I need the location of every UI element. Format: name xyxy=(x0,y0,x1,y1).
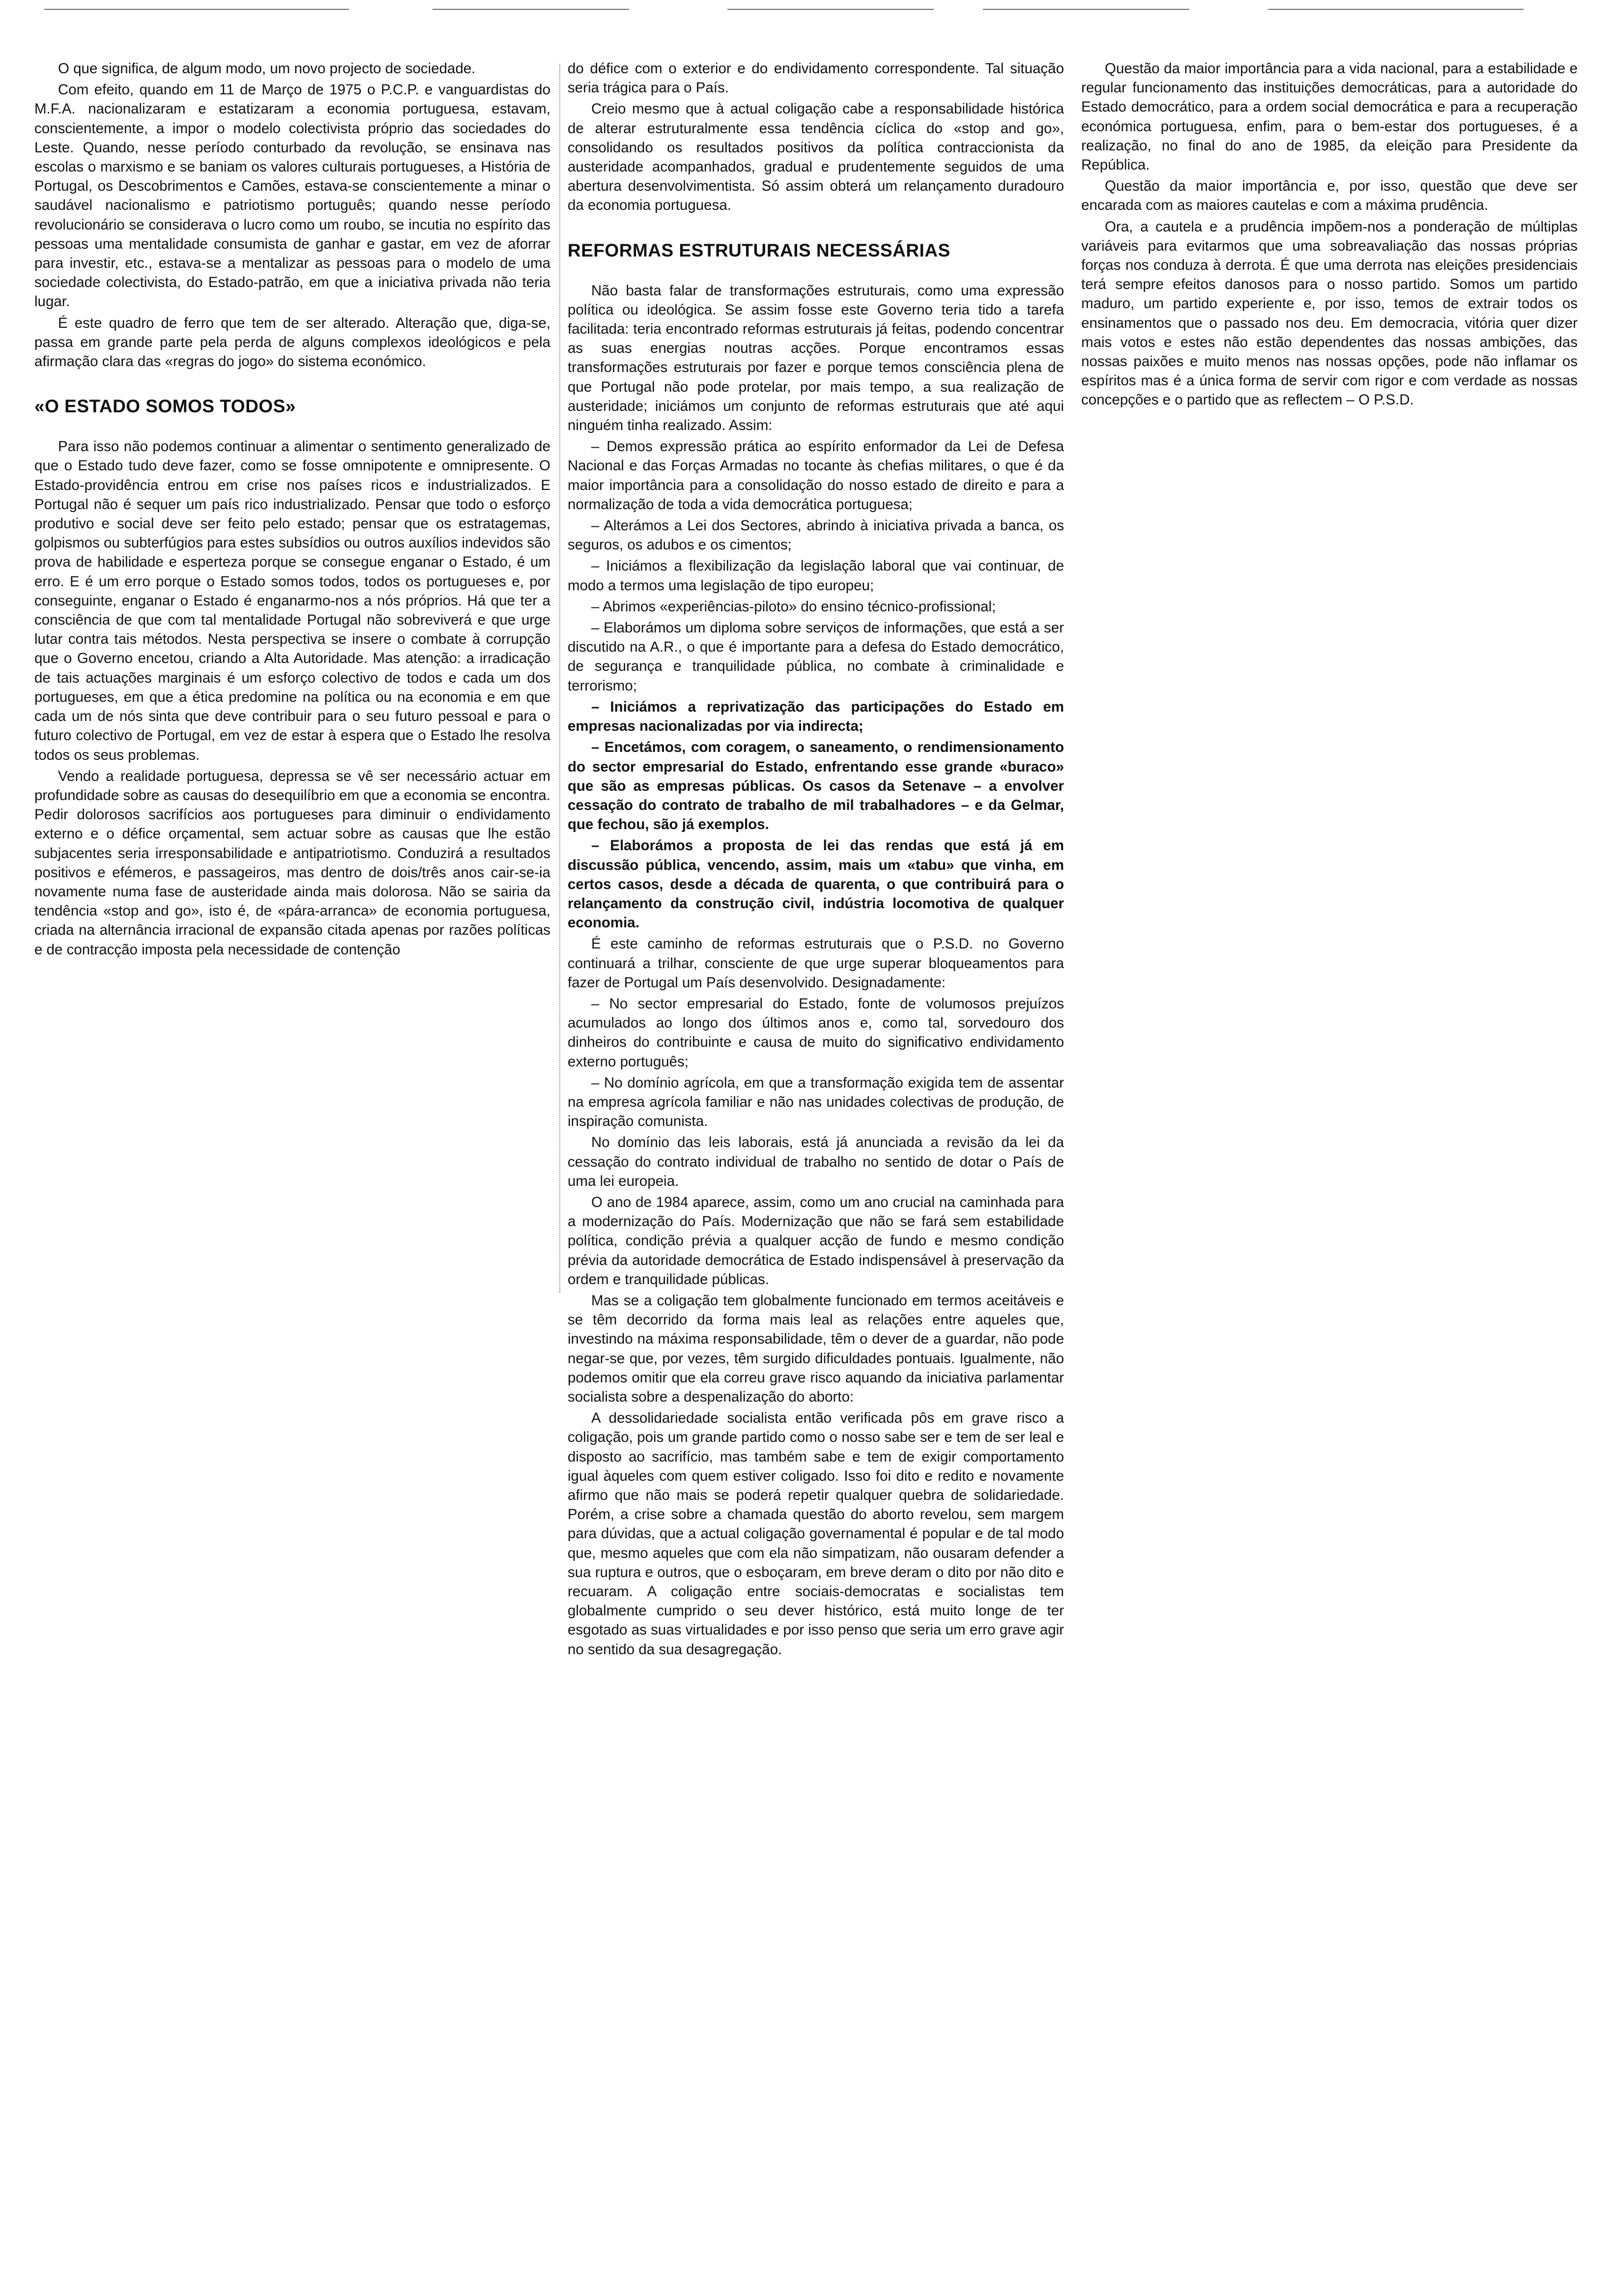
paragraph: – Demos expressão prática ao espírito enformador da Lei de Defesa Nacional e das Forças Armadas no tocante às chefias militares, o que é da maior importância para a consolidação do nosso estado de direito e para a normalização de toda a vida democrática portuguesa; xyxy=(568,438,1064,513)
paragraph: Mas se a coligação tem globalmente funcionado em termos aceitáveis e se têm decorrido da forma mais leal as relações entre aqueles que, investindo na máxima responsabilidade, têm o dever de a guardar, não pode negar-se que, por vezes, têm surgido dificuldades pontuais. Igualmente, não podemos omitir que ela correu grave risco aquando da iniciativa parlamentar socialista sobre a despenalização do aborto: xyxy=(568,1292,1064,1405)
paragraph: Questão da maior importância e, por isso, questão que deve ser encarada com as maiores cautelas e com a máxima prudência. xyxy=(1081,178,1578,214)
top-rule xyxy=(727,9,934,10)
paragraph: É este quadro de ferro que tem de ser alterado. Alteração que, diga-se, passa em grande parte pela perda de alguns complexos ideológicos e pela afirmação clara das «regras do jogo» do sistema económico. xyxy=(34,315,550,370)
paragraph: – Abrimos «experiências-piloto» do ensino técnico-profissional; xyxy=(591,598,996,615)
paragraph: – No domínio agrícola, em que a transformação exigida tem de assentar na empresa agrícola familiar e não nas unidades colectivas de produção, de inspiração comunista. xyxy=(568,1074,1064,1130)
paragraph: É este caminho de reformas estruturais que o P.S.D. no Governo continuará a trilhar, consciente de que urge superar bloqueamentos para fazer de Portugal um País desenvolvido. Designadamente: xyxy=(568,936,1064,991)
paragraph: Com efeito, quando em 11 de Março de 1975 o P.C.P. e vanguardistas do M.F.A. nacionalizaram e estatizaram a economia portuguesa, estavam, conscientemente, a impor o modelo colectivista próprio das sociedades do Leste. Quando, nesse período conturbado da revolução, se ensinava nas escolas o marxismo e se baniam os valores culturais portugueses, a História de Portugal, os Descobrimentos e Camões, estava-se conscientemente a minar o saudável nacionalismo e patriotismo português; quando nesse período revolucionário se considerava o lucro como um roubo, se incutia no espírito das pessoas uma mentalidade consumista de ganhar e gastar, em vez de aforrar para investir, etc., estava-se a mentalizar as pessoas para o modelo de uma sociedade colectivista, do Estado-patrão, em que a iniciativa privada não teria lugar. xyxy=(34,82,550,310)
paragraph: Questão da maior importância para a vida nacional, para a estabilidade e regular funcionamento das instituições democráticas, para a autoridade do Estado democrático, para a ordem social democrática e para a recuperação económica portuguesa, enfim, para o bem-estar dos portugueses, é a realização, no final do ano de 1985, da eleição para Presidente da República. xyxy=(1081,60,1578,173)
paragraph: Para isso não podemos continuar a alimentar o sentimento generalizado de que o Estado tudo deve fazer, como se fosse omnipotente e omnipresente. O Estado-providência entrou em crise nos países ricos e industrializados. E Portugal não é sequer um país rico industrializado. Pensar que todo o esforço produtivo e social deve ser feito pelo estado; pensar que os estratagemas, golpismos ou subterfúgios para estes subsídios ou outros auxílios indevidos são prova de habilidade e esperteza porque se consegue enganar o Estado, é um erro. E é um erro porque o Estado somos todos, todos os portugueses e, por conseguinte, enganar o Estado é enganarmo-nos a nós próprios. Há que ter a consciência de que com tal mentalidade Portugal não sobreviverá e que urge lutar contra tais métodos. Nesta perspectiva se insere o combate à corrupção que o Governo encetou, criando a Alta Autoridade. Mas atenção: a irradicação de tais actuações marginais é um esforço colectivo de todos e cada um dos portugueses, em que a ética predomine na política ou na economia e em que cada um de nós sinta que deve contribuir para o seu futuro pessoal e para o futuro colectivo de Portugal, em vez de estar à espera que o Estado lhe resolva todos os seus problemas. xyxy=(34,438,550,763)
paragraph: Não basta falar de transformações estruturais, como uma expressão política ou ideológica. Se assim fosse este Governo teria tido a tarefa facilitada: teria encontrado reformas estruturais já feitas, podendo concentrar as suas energias noutras acções. Porque encontramos essas transformações estruturais por fazer e porque temos consciência plena de que Portugal não pode protelar, por mais tempo, a sua realização de austeridade; iniciámos um conjunto de reformas estruturais que até aqui ninguém tinha realizado. Assim: xyxy=(568,282,1064,434)
paragraph: – No sector empresarial do Estado, fonte de volumosos prejuízos acumulados ao longo dos últimos anos e, como tal, sorvedouro dos dinheiros do contribuinte e causa de muito do significativo endividamento externo português; xyxy=(568,995,1064,1070)
paragraph: do défice com o exterior e do endividamento correspondente. Tal situação seria trágica para o País. xyxy=(568,60,1064,96)
paragraph: – Iniciámos a flexibilização da legislação laboral que vai continuar, de modo a termos uma legislação de tipo europeu; xyxy=(568,558,1064,594)
top-rule xyxy=(432,9,629,10)
column-1 xyxy=(34,59,550,961)
column-3 xyxy=(1081,59,1578,412)
top-rule xyxy=(1268,9,1524,10)
column-2 xyxy=(568,59,1064,1661)
paragraph: – Encetámos, com coragem, o saneamento, o rendimensionamento do sector empresarial do Estado, enfrentando esse grande «buraco» que são as empresas públicas. Os casos da Setenave – a envolver cessação do contrato de trabalho de mil trabalhadores – e da Gelmar, que fechou, são já exemplos. xyxy=(568,739,1064,833)
paragraph: Vendo a realidade portuguesa, depressa se vê ser necessário actuar em profundidade sobre as causas do desequilíbrio em que a economia se encontra. Pedir dolorosos sacrifícios aos portugueses para diminuir o endividamento externo e o défice orçamental, sem actuar sobre as causas que lhe estão subjacentes seria irresponsabilidade e antipatriotismo. Conduzirá a resultados positivos e efémeros, e passageiros, mas dentro de dois/três anos cair-se-ia novamente numa fase de austeridade ainda mais dolorosa. Não se sairia da tendência «stop and go», isto é, de «pára-arranca» de economia portuguesa, criada na alternância irracional de expansão citada apenas por razões políticas e de contracção imposta pela necessidade de contenção xyxy=(34,768,550,958)
paragraph: O ano de 1984 aparece, assim, como um ano crucial na caminhada para a modernização do País. Modernização que não se fará sem estabilidade política, condição prévia a qualquer acção de fundo e mesmo condição prévia da autoridade democrática de Estado indispensável à preservação da ordem e tranquilidade públicas. xyxy=(568,1194,1064,1288)
column-divider xyxy=(559,64,560,1292)
paragraph: – Elaborámos a proposta de lei das rendas que está já em discussão pública, vencendo, assim, mais um «tabu» que vinha, em certos casos, desde a década de quarenta, o que contribuirá para o relançamento da construção civil, indústria locomotiva de qualquer economia. xyxy=(568,837,1064,931)
paragraph: – Elaborámos um diploma sobre serviços de informações, que está a ser discutido na A.R., o que é importante para a defesa do Estado democrático, de segurança e tranquilidade pública, no combate à criminalidade e terrorismo; xyxy=(568,620,1064,694)
paragraph: No domínio das leis laborais, está já anunciada a revisão da lei da cessação do contrato individual de trabalho no sentido de dotar o País de uma lei europeia. xyxy=(568,1134,1064,1189)
section-heading: «O ESTADO SOMOS TODOS» xyxy=(34,396,296,417)
paragraph: – Iniciámos a reprivatização das participações do Estado em empresas nacionalizadas por via indirecta; xyxy=(568,698,1064,735)
paragraph: Creio mesmo que à actual coligação cabe a responsabilidade histórica de alterar estruturalmente essa tendência cíclica do «stop and go», consolidando os resultados positivos da política contraccionista da austeridade acompanhados, gradual e prudentemente seguidos de uma abertura desenvolvimentista. Só assim obterá um relançamento duradouro da economia portuguesa. xyxy=(568,101,1064,214)
section-heading: REFORMAS ESTRUTURAIS NECESSÁRIAS xyxy=(568,240,950,260)
paragraph: – Alterámos a Lei dos Sectores, abrindo à iniciativa privada a banca, os seguros, os adubos e os cimentos; xyxy=(568,517,1064,553)
paragraph: A dessolidariedade socialista então verificada pôs em grave risco a coligação, pois um grande partido como o nosso sabe ser e tem de ser leal e disposto ao sacrifício, mas também sabe e tem de exigir comportamento igual àqueles com quem estiver coligado. Isso foi dito e redito e novamente afirmo que não mais se poderá repetir qualquer quebra de solidariedade. Porém, a crise sobre a chamada questão do aborto revelou, sem margem para dúvidas, que a actual coligação governamental é popular e de tal modo que, mesmo aqueles que com ela não simpatizam, não ousaram defender a sua ruptura e outros, que o esboçaram, em breve deram o dito por não dito e recuaram. A coligação entre sociais-democratas e socialistas tem globalmente cumprido o seu dever histórico, está muito longe de ter esgotado as suas virtualidades e por isso penso que seria um erro grave agir no sentido da sua desagregação. xyxy=(568,1410,1064,1658)
top-rule xyxy=(44,9,349,10)
paragraph: Ora, a cautela e a prudência impõem-nos a ponderação de múltiplas variáveis para evitarmos que uma sobreavaliação das nossas próprias forças nos conduza à derrota. É que uma derrota nas eleições presidenciais terá sempre efeitos danosos para o nosso partido. Somos um partido maduro, um partido experiente e, por isso, temos de extrair todos os ensinamentos que o passado nos deu. Em democracia, vitória quer dizer mais votos e estes não estão dependentes das nossas ambições, das nossas paixões e muito menos nas nossas opções, pode não inflamar os espíritos mas é a única forma de servir com rigor e com verdade as nossas concepções e o partido que as reflectem – O P.S.D. xyxy=(1081,218,1578,408)
top-rule xyxy=(983,9,1189,10)
paragraph: O que significa, de algum modo, um novo projecto de sociedade. xyxy=(58,60,476,77)
